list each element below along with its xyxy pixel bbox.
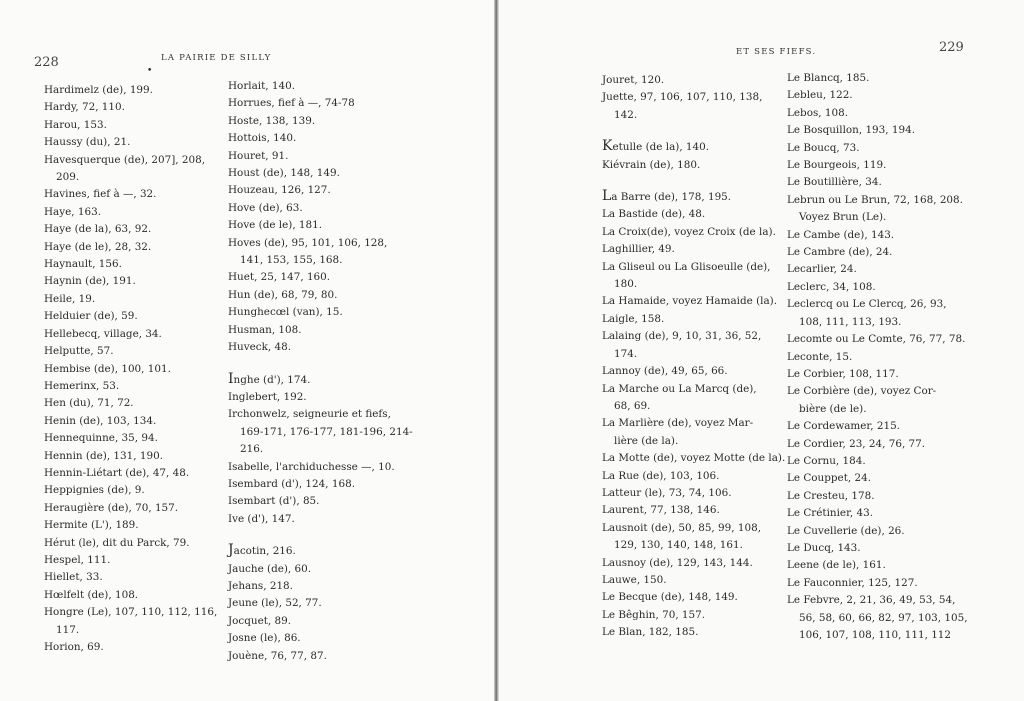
index-column-right-1 [602,72,785,642]
entry-text: Leene (de le), 161. [787,559,886,572]
index-entry [228,459,413,476]
entry-text: Havesquerque (de), 207], 208, [44,153,206,166]
page-number-left: 228 [34,55,59,70]
index-entry [787,140,968,157]
entry-text: Hardimelz (de), 199. [44,84,153,96]
entry-text: Lausnoit (de), 50, 85, 99, 108, [602,521,762,534]
entry-text: Lausnoy (de), 129, 143, 144. [602,556,753,569]
index-entry [44,604,217,639]
index-entry [787,244,968,261]
index-entry [228,578,413,595]
entry-text: Hennin-Liétart (de), 47, 48. [44,466,190,479]
index-entry [44,99,217,116]
right-page [499,0,1024,701]
index-entry [602,450,785,467]
entry-text: Le Bourgeois, 119. [787,159,887,172]
entry-continuation: Voyez Brun (Le). [799,211,887,224]
section-initial: K [602,138,613,155]
index-entry [602,188,785,206]
index-entry [602,224,785,241]
entry-continuation: 56, 58, 60, 66, 82, 97, 103, 105, [799,611,968,624]
entry-text: Lauwe, 150. [602,573,667,586]
entry-text: Le Cuvellerie (de), 26. [787,524,905,537]
index-entry [228,648,413,665]
index-entry [44,465,217,482]
entry-text: Hellebecq, village, 34. [44,327,162,340]
index-entry [44,343,217,360]
index-entry [44,273,217,290]
index-entry [44,587,217,604]
entry-text: Laigle, 158. [602,312,665,325]
entry-text: Huet, 25, 147, 160. [228,271,331,284]
entry-text: nghe (d'), 174. [233,373,311,386]
index-entry [44,134,217,151]
index-entry [44,500,217,517]
index-entry [787,505,968,522]
section-gap [602,124,785,138]
running-head-left: LA PAIRIE DE SILLY [161,53,272,63]
index-entry [44,326,217,343]
index-entry [228,304,413,321]
index-entry [602,468,785,485]
entry-text: Le Cambre (de), 24. [787,246,893,259]
entry-text: Hembise (de), 100, 101. [44,362,171,375]
index-entry [228,389,413,406]
entry-text: Houzeau, 126, 127. [228,184,331,197]
entry-text: Isembard (d'), 124, 168. [228,477,356,490]
index-entry [228,130,413,147]
left-page [0,0,496,701]
entry-text: Huveck, 48. [228,341,292,354]
entry-text: Le Febvre, 2, 21, 36, 49, 53, 54, [787,594,956,607]
index-entry [228,78,413,95]
entry-text: Hove (de), 63. [228,201,303,214]
entry-text: Le Cambe (de), 143. [787,228,895,241]
entry-text: Henin (de), 103, 134. [44,414,157,427]
entry-text: Le Blan, 182, 185. [602,626,699,639]
index-entry [228,113,413,130]
entry-text: Jauche (de), 60. [228,562,312,575]
index-entry [787,122,968,139]
entry-text: Inglebert, 192. [228,390,307,403]
entry-text: Le Boutillière, 34. [787,176,882,189]
entry-text: Le Corbier, 108, 117. [787,367,899,380]
index-entry [787,261,968,278]
entry-text: Kiévrain (de), 180. [602,158,701,171]
index-entry [787,436,968,453]
entry-text: Hennequinne, 35, 94. [44,432,158,445]
entry-text: a Barre (de), 178, 195. [611,191,732,204]
entry-text: Leconte, 15. [787,350,853,363]
index-entry [228,613,413,630]
entry-text: Lebleu, 122. [787,89,853,102]
index-entry [228,95,413,112]
index-entry [44,517,217,534]
index-entry [228,406,413,458]
entry-text: Le Couppet, 24. [787,472,872,485]
entry-text: La Bastide (de), 48. [602,208,706,221]
entry-continuation: 216. [240,443,264,456]
entry-text: Le Becque (de), 148, 149. [602,591,738,604]
index-entry [228,165,413,182]
index-entry [787,296,968,331]
entry-continuation: 106, 107, 108, 110, 111, 112 [799,629,952,641]
index-entry [228,339,413,356]
entry-text: Husman, 108. [228,323,302,336]
index-entry [602,241,785,258]
entry-text: Le Blancq, 185. [787,72,870,84]
entry-text: Ive (d'), 147. [228,512,295,525]
index-entry [787,592,968,644]
index-entry [228,200,413,217]
entry-text: Jouène, 76, 77, 87. [228,649,327,662]
entry-text: Hoste, 138, 139. [228,114,316,127]
entry-text: Le Bosquillon, 193, 194. [787,124,916,137]
entry-text: Irchonwelz, seigneurie et fiefs, [228,408,391,421]
index-entry [787,105,968,122]
index-entry [44,239,217,256]
entry-text: Heraugière (de), 70, 157. [44,501,179,514]
entry-text: Horrues, fief à —, 74-78 [228,97,355,110]
entry-text: Haynin (de), 191. [44,275,136,288]
index-entry [228,182,413,199]
entry-text: Juette, 97, 106, 107, 110, 138, [602,91,763,104]
index-entry [228,322,413,339]
entry-text: Le Cornu, 184. [787,454,866,467]
entry-text: Hœlfelt (de), 108. [44,588,139,601]
entry-text: Le Cordier, 23, 24, 76, 77. [787,437,926,450]
index-entry [787,470,968,487]
entry-text: Hérut (le), dit du Parck, 79. [44,536,190,549]
entry-text: Hottois, 140. [228,132,297,145]
index-entry [44,221,217,238]
entry-text: Hiellet, 33. [44,571,103,584]
index-entry [228,269,413,286]
index-entry [228,511,413,528]
index-entry [787,157,968,174]
index-entry [228,235,413,270]
index-column-right-2 [787,70,968,644]
entry-text: Hove (de le), 181. [228,219,323,232]
index-entry [44,152,217,187]
entry-text: Le Bêghin, 70, 157. [602,608,706,621]
index-entry [787,349,968,366]
entry-continuation: 180. [614,278,638,291]
entry-text: Hoves (de), 95, 101, 106, 128, [228,236,388,249]
index-entry [602,72,785,89]
entry-text: Helputte, 57. [44,345,114,358]
entry-text: Haussy (du), 21. [44,136,131,149]
index-entry [787,331,968,348]
index-entry [44,395,217,412]
index-entry [44,204,217,221]
entry-text: Leclercq ou Le Clercq, 26, 93, [787,298,947,311]
index-entry [787,418,968,435]
index-entry [44,308,217,325]
entry-text: Le Boucq, 73. [787,141,860,154]
entry-text: Hen (du), 71, 72. [44,397,134,410]
entry-text: Haye (de le), 28, 32. [44,240,152,253]
entry-text: Houst (de), 148, 149. [228,167,340,180]
entry-text: Lebrun ou Le Brun, 72, 168, 208. [787,193,963,206]
index-entry [228,371,413,389]
index-entry [787,227,968,244]
entry-text: Hunghecœl (van), 15. [228,306,343,319]
index-entry [602,415,785,450]
entry-text: Haye (de la), 63, 92. [44,223,152,236]
index-entry [602,607,785,624]
entry-text: Jouret, 120. [602,74,665,86]
entry-text: Le Ducq, 143. [787,541,861,554]
index-entry [44,82,217,99]
entry-text: Jocquet, 89. [228,614,292,627]
index-entry [602,502,785,519]
entry-text: Josne (le), 86. [228,632,301,645]
entry-text: Hemerinx, 53. [44,379,120,392]
running-head-right: ET SES FIEFS. [736,47,817,57]
entry-text: Helduier (de), 59. [44,310,138,323]
entry-text: Lecarlier, 24. [787,263,857,276]
entry-text: etulle (de la), 140. [612,141,710,154]
index-entry [787,87,968,104]
ink-mark: • [147,66,153,76]
index-entry [44,256,217,273]
index-entry [602,293,785,310]
index-entry [44,117,217,134]
section-gap [228,357,413,371]
index-entry [602,572,785,589]
index-entry [44,186,217,203]
entry-continuation: 209. [56,171,80,184]
index-entry [228,287,413,304]
index-entry [228,148,413,165]
entry-continuation: 68, 69. [614,399,651,412]
index-entry [44,639,217,656]
entry-text: Jehans, 218. [228,579,293,592]
entry-text: Hespel, 111. [44,553,111,566]
index-entry [228,595,413,612]
entry-text: Heile, 19. [44,292,96,305]
entry-text: Horlait, 140. [228,80,296,92]
index-entry [602,589,785,606]
entry-text: Lecomte ou Le Comte, 76, 77, 78. [787,333,966,346]
index-entry [228,561,413,578]
entry-text: Hermite (L'), 189. [44,519,139,532]
index-entry [602,138,785,156]
entry-text: Lannoy (de), 49, 65, 66. [602,365,728,378]
index-entry [44,448,217,465]
entry-text: Hardy, 72, 110. [44,101,125,114]
entry-text: Haye, 163. [44,205,102,218]
index-entry [787,540,968,557]
entry-continuation: 129, 130, 140, 148, 161. [614,539,743,552]
entry-continuation: 142. [614,108,638,121]
section-initial: I [228,370,234,387]
entry-text: La Rue (de), 103, 106. [602,469,720,482]
entry-text: Harou, 153. [44,118,107,131]
index-entry [602,555,785,572]
entry-continuation: 108, 111, 113, 193. [799,315,902,328]
entry-text: La Hamaide, voyez Hamaide (la). [602,295,778,308]
index-entry [602,157,785,174]
entry-text: Lalaing (de), 9, 10, 31, 36, 52, [602,330,762,343]
entry-text: Le Cordewamer, 215. [787,420,900,433]
entry-continuation: 117. [56,623,80,636]
index-entry [787,279,968,296]
section-initial: J [228,542,234,559]
entry-text: Isabelle, l'archiduchesse —, 10. [228,460,395,473]
index-entry [228,493,413,510]
entry-text: Hennin (de), 131, 190. [44,449,164,462]
entry-text: Havines, fief à —, 32. [44,188,157,201]
index-entry [602,363,785,380]
index-entry [787,174,968,191]
index-entry [787,366,968,383]
section-initial: L [602,188,612,205]
page-number-right: 229 [939,40,964,55]
index-entry [44,552,217,569]
index-entry [602,381,785,416]
index-entry [44,482,217,499]
index-entry [787,70,968,87]
entry-text: acotin, 216. [233,545,296,558]
index-entry [602,520,785,555]
index-entry [602,89,785,124]
entry-text: Haynault, 156. [44,258,122,271]
entry-text: Houret, 91. [228,149,289,162]
entry-text: Hongre (Le), 107, 110, 112, 116, [44,606,218,619]
index-entry [228,476,413,493]
entry-continuation: bière (de le). [799,402,867,415]
index-entry [787,575,968,592]
entry-text: La Gliseul ou La Glisoeulle (de), [602,260,771,273]
index-entry [602,259,785,294]
index-entry [787,523,968,540]
entry-text: Le Fauconnier, 125, 127. [787,576,918,589]
entry-text: La Marlière (de), voyez Mar- [602,417,754,430]
section-gap [228,528,413,542]
index-entry [228,630,413,647]
entry-text: Laghillier, 49. [602,243,675,256]
index-entry [602,206,785,223]
index-entry [602,624,785,641]
entry-text: Horion, 69. [44,641,104,653]
entry-text: Lebos, 108. [787,106,849,119]
entry-continuation: 141, 153, 155, 168. [240,254,343,267]
entry-continuation: 169-171, 176-177, 181-196, 214- [240,425,413,438]
entry-text: Jeune (le), 52, 77. [228,597,322,610]
index-entry [44,378,217,395]
entry-text: Heppignies (de), 9. [44,484,145,497]
index-entry [602,485,785,502]
entry-text: La Marche ou La Marcq (de), [602,382,757,395]
index-entry [44,413,217,430]
index-entry [787,453,968,470]
index-entry [228,542,413,560]
index-entry [44,361,217,378]
entry-text: Le Corbière (de), voyez Cor- [787,385,937,398]
entry-text: Le Crétinier, 43. [787,507,874,520]
entry-continuation: lière (de la). [614,434,679,447]
index-entry [787,557,968,574]
index-column-left-1 [44,82,217,656]
index-entry [602,328,785,363]
index-column-left-2 [228,78,413,665]
entry-text: Latteur (le), 73, 74, 106. [602,486,732,499]
entry-text: Isembart (d'), 85. [228,495,320,508]
entry-text: Le Cresteu, 178. [787,489,875,502]
index-entry [787,488,968,505]
index-entry [787,192,968,227]
entry-text: Laurent, 77, 138, 146. [602,504,720,517]
section-gap [602,174,785,188]
index-entry [44,291,217,308]
index-entry [602,311,785,328]
index-entry [787,383,968,418]
entry-continuation: 174. [614,347,638,360]
index-entry [44,569,217,586]
entry-text: La Motte (de), voyez Motte (de la). [602,452,786,465]
index-entry [44,535,217,552]
entry-text: Hun (de), 68, 79, 80. [228,288,338,301]
entry-text: La Croix(de), voyez Croix (de la). [602,225,776,238]
index-entry [44,430,217,447]
entry-text: Leclerc, 34, 108. [787,280,876,293]
index-entry [228,217,413,234]
